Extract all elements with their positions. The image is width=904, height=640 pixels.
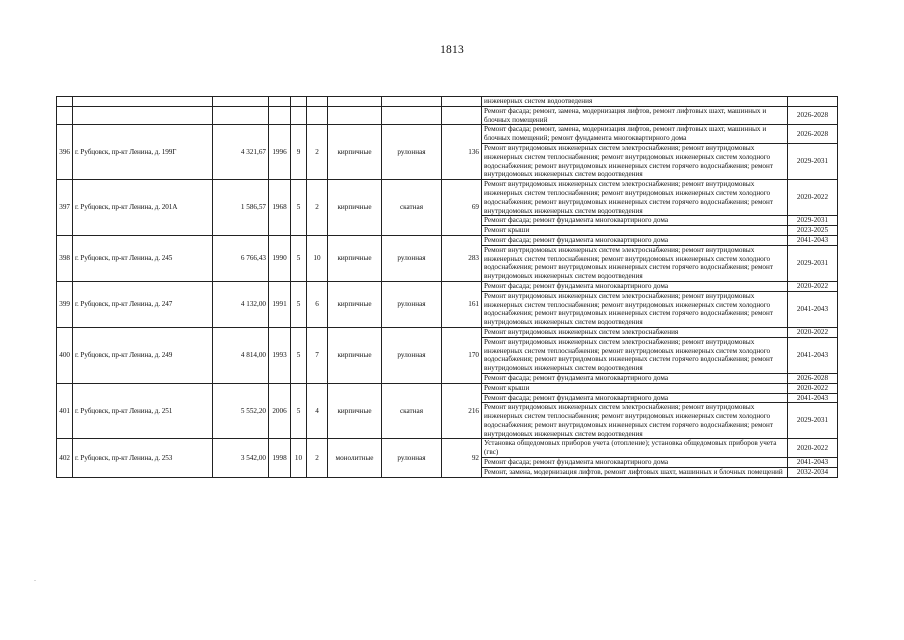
building-address: г. Рубцовск, пр-кт Ленина, д. 249 xyxy=(73,327,213,383)
work-period: 2041-2043 xyxy=(788,235,838,245)
building-entrances: 2 xyxy=(307,439,328,477)
empty-cell xyxy=(269,106,291,125)
wall-material: кирпичные xyxy=(328,383,382,439)
building-address: г. Рубцовск, пр-кт Ленина, д. 251 xyxy=(73,383,213,439)
table-row xyxy=(57,235,838,245)
building-entrances: 4 xyxy=(307,383,328,439)
work-description: Ремонт фасада; ремонт, замена, модернизация лифтов, ремонт лифтовых шахт, машинных и блочных помещений; ремонт фундамента многоквартирного дома xyxy=(482,125,788,144)
table-row xyxy=(57,97,838,107)
empty-cell xyxy=(328,106,382,125)
work-period: 2026-2028 xyxy=(788,106,838,125)
building-year: 1991 xyxy=(269,281,291,327)
work-description: Установка общедомовых приборов учета (отопление); установка общедомовых приборов учета (гвс) xyxy=(482,439,788,458)
residents-count: 216 xyxy=(442,383,482,439)
building-number: 397 xyxy=(57,180,73,236)
work-period: 2020-2022 xyxy=(788,383,838,393)
building-entrances: 7 xyxy=(307,327,328,383)
work-description: Ремонт фасада; ремонт фундамента многоквартирного дома xyxy=(482,235,788,245)
wall-material: кирпичные xyxy=(328,180,382,236)
work-period: 2041-2043 xyxy=(788,291,838,327)
table-row xyxy=(57,327,838,337)
empty-cell xyxy=(307,97,328,107)
empty-cell xyxy=(442,97,482,107)
work-period: 2041-2043 xyxy=(788,458,838,468)
building-address: г. Рубцовск, пр-кт Ленина, д. 245 xyxy=(73,235,213,281)
work-description: Ремонт фасада; ремонт фундамента многоквартирного дома xyxy=(482,373,788,383)
work-period: 2032-2034 xyxy=(788,467,838,477)
table-row xyxy=(57,439,838,458)
table-row xyxy=(57,180,838,216)
building-floors: 5 xyxy=(291,235,307,281)
building-year: 1990 xyxy=(269,235,291,281)
building-number: 401 xyxy=(57,383,73,439)
work-description: Ремонт крыши xyxy=(482,226,788,236)
building-floors: 9 xyxy=(291,125,307,180)
building-number: 402 xyxy=(57,439,73,477)
building-address: г. Рубцовск, пр-кт Ленина, д. 199Г xyxy=(73,125,213,180)
work-period: 2029-2031 xyxy=(788,245,838,281)
work-period: 2029-2031 xyxy=(788,143,838,179)
wall-material: кирпичные xyxy=(328,327,382,383)
building-entrances: 6 xyxy=(307,281,328,327)
work-description: Ремонт фасада; ремонт фундамента многоквартирного дома xyxy=(482,458,788,468)
building-entrances: 2 xyxy=(307,125,328,180)
building-year: 1993 xyxy=(269,327,291,383)
work-period: 2041-2043 xyxy=(788,393,838,403)
building-area: 4 321,67 xyxy=(213,125,269,180)
building-area: 3 542,00 xyxy=(213,439,269,477)
empty-cell xyxy=(442,106,482,125)
roof-type: рулонная xyxy=(382,439,442,477)
capital-repair-table xyxy=(56,96,838,478)
building-area: 5 552,20 xyxy=(213,383,269,439)
building-number: 399 xyxy=(57,281,73,327)
work-description: Ремонт фасада; ремонт, замена, модернизация лифтов, ремонт лифтовых шахт, машинных и блочных помещений xyxy=(482,106,788,125)
residents-count: 69 xyxy=(442,180,482,236)
empty-cell xyxy=(269,97,291,107)
work-period: 2020-2022 xyxy=(788,180,838,216)
building-floors: 5 xyxy=(291,383,307,439)
empty-cell xyxy=(291,97,307,107)
building-year: 1968 xyxy=(269,180,291,236)
residents-count: 161 xyxy=(442,281,482,327)
work-description: Ремонт внутридомовых инженерных систем электроснабжения; ремонт внутридомовых инженерных систем теплоснабжения; ремонт внутридомовых инженерных систем холодного водоснабжения; ремонт внутридомовых инженерных систем горячего водоснабжения; ремонт внутридомовых инженерных систем водоотведения xyxy=(482,291,788,327)
work-description: Ремонт внутридомовых инженерных систем электроснабжения; ремонт внутридомовых инженерных систем теплоснабжения; ремонт внутридомовых инженерных систем холодного водоснабжения; ремонт внутридомовых инженерных систем горячего водоснабжения; ремонт внутридомовых инженерных систем водоотведения xyxy=(482,180,788,216)
residents-count: 136 xyxy=(442,125,482,180)
work-period xyxy=(788,97,838,107)
roof-type: рулонная xyxy=(382,125,442,180)
building-entrances: 2 xyxy=(307,180,328,236)
building-number: 400 xyxy=(57,327,73,383)
empty-cell xyxy=(382,106,442,125)
work-description: инженерных систем водоотведения xyxy=(482,97,788,107)
building-year: 2006 xyxy=(269,383,291,439)
empty-cell xyxy=(382,97,442,107)
work-description: Ремонт внутридомовых инженерных систем электроснабжения; ремонт внутридомовых инженерных систем теплоснабжения; ремонт внутридомовых инженерных систем холодного водоснабжения; ремонт внутридомовых инженерных систем горячего водоснабжения; ремонт внутридомовых инженерных систем водоотведения xyxy=(482,143,788,179)
scan-speck: . xyxy=(34,574,36,583)
building-floors: 5 xyxy=(291,180,307,236)
building-year: 1996 xyxy=(269,125,291,180)
work-period: 2026-2028 xyxy=(788,373,838,383)
table-row xyxy=(57,125,838,144)
empty-cell xyxy=(213,97,269,107)
work-period: 2026-2028 xyxy=(788,125,838,144)
work-period: 2029-2031 xyxy=(788,403,838,439)
empty-cell xyxy=(307,106,328,125)
building-floors: 10 xyxy=(291,439,307,477)
work-description: Ремонт фасада; ремонт фундамента многоквартирного дома xyxy=(482,281,788,291)
wall-material: кирпичные xyxy=(328,125,382,180)
work-description: Ремонт внутридомовых инженерных систем электроснабжения; ремонт внутридомовых инженерных систем теплоснабжения; ремонт внутридомовых инженерных систем холодного водоснабжения; ремонт внутридомовых инженерных систем горячего водоснабжения; ремонт внутридомовых инженерных систем водоотведения xyxy=(482,245,788,281)
wall-material: кирпичные xyxy=(328,235,382,281)
work-period: 2023-2025 xyxy=(788,226,838,236)
wall-material: монолитные xyxy=(328,439,382,477)
residents-count: 283 xyxy=(442,235,482,281)
work-description: Ремонт внутридомовых инженерных систем электроснабжения; ремонт внутридомовых инженерных систем теплоснабжения; ремонт внутридомовых инженерных систем холодного водоснабжения; ремонт внутридомовых инженерных систем горячего водоснабжения; ремонт внутридомовых инженерных систем водоотведения xyxy=(482,403,788,439)
empty-cell xyxy=(291,106,307,125)
roof-type: рулонная xyxy=(382,327,442,383)
residents-count: 170 xyxy=(442,327,482,383)
page-number: 1813 xyxy=(440,44,464,56)
building-area: 4 814,00 xyxy=(213,327,269,383)
empty-cell xyxy=(73,106,213,125)
work-description: Ремонт внутридомовых инженерных систем электроснабжения xyxy=(482,327,788,337)
building-year: 1998 xyxy=(269,439,291,477)
work-period: 2020-2022 xyxy=(788,327,838,337)
building-address: г. Рубцовск, пр-кт Ленина, д. 247 xyxy=(73,281,213,327)
building-area: 4 132,00 xyxy=(213,281,269,327)
empty-cell xyxy=(328,97,382,107)
work-period: 2020-2022 xyxy=(788,439,838,458)
work-period: 2020-2022 xyxy=(788,281,838,291)
building-entrances: 10 xyxy=(307,235,328,281)
work-description: Ремонт, замена, модернизация лифтов, ремонт лифтовых шахт, машинных и блочных помещений xyxy=(482,467,788,477)
table-row xyxy=(57,106,838,125)
wall-material: кирпичные xyxy=(328,281,382,327)
empty-cell xyxy=(73,97,213,107)
roof-type: скатная xyxy=(382,180,442,236)
work-period: 2041-2043 xyxy=(788,337,838,373)
table-body xyxy=(57,97,838,478)
empty-cell xyxy=(57,106,73,125)
building-number: 396 xyxy=(57,125,73,180)
building-address: г. Рубцовск, пр-кт Ленина, д. 201А xyxy=(73,180,213,236)
work-description: Ремонт фасада; ремонт фундамента многоквартирного дома xyxy=(482,393,788,403)
empty-cell xyxy=(213,106,269,125)
building-floors: 5 xyxy=(291,281,307,327)
table-row xyxy=(57,281,838,291)
roof-type: рулонная xyxy=(382,235,442,281)
empty-cell xyxy=(57,97,73,107)
work-period: 2029-2031 xyxy=(788,216,838,226)
work-description: Ремонт крыши xyxy=(482,383,788,393)
work-description: Ремонт фасада; ремонт фундамента многоквартирного дома xyxy=(482,216,788,226)
roof-type: рулонная xyxy=(382,281,442,327)
roof-type: скатная xyxy=(382,383,442,439)
building-floors: 5 xyxy=(291,327,307,383)
work-description: Ремонт внутридомовых инженерных систем электроснабжения; ремонт внутридомовых инженерных систем теплоснабжения; ремонт внутридомовых инженерных систем холодного водоснабжения; ремонт внутридомовых инженерных систем горячего водоснабжения; ремонт внутридомовых инженерных систем водоотведения xyxy=(482,337,788,373)
residents-count: 92 xyxy=(442,439,482,477)
building-area: 1 586,57 xyxy=(213,180,269,236)
building-address: г. Рубцовск, пр-кт Ленина, д. 253 xyxy=(73,439,213,477)
table-row xyxy=(57,383,838,393)
building-number: 398 xyxy=(57,235,73,281)
building-area: 6 766,43 xyxy=(213,235,269,281)
